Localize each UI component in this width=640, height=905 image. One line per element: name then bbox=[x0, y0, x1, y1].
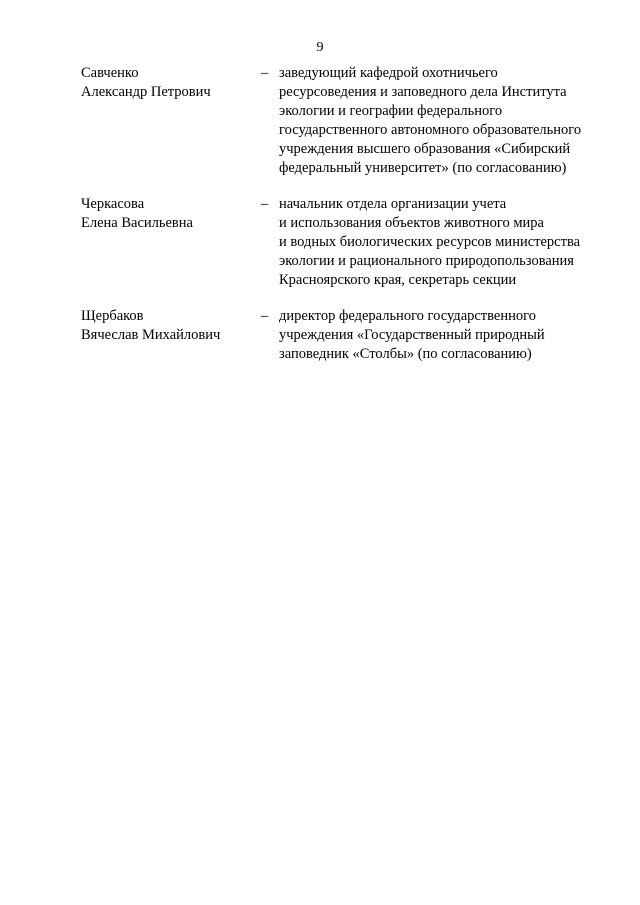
member-name bbox=[81, 195, 261, 233]
role-line: федеральный университет» (по согласованию) bbox=[279, 160, 567, 176]
member-entry bbox=[81, 64, 611, 178]
members-list bbox=[81, 64, 611, 381]
member-role bbox=[279, 307, 611, 364]
member-given-names: Елена Васильевна bbox=[81, 215, 193, 231]
role-line: государственного автономного образовательного bbox=[279, 122, 582, 138]
member-surname: Савченко bbox=[81, 65, 139, 81]
member-entry bbox=[81, 307, 611, 364]
member-dash: – bbox=[261, 65, 269, 81]
role-line: директор федерального государственного bbox=[279, 308, 536, 324]
role-line: ресурсоведения и заповедного дела Института bbox=[279, 84, 567, 100]
role-line: учреждения высшего образования «Сибирский bbox=[279, 141, 571, 157]
role-line: и использования объектов животного мира bbox=[279, 215, 544, 231]
role-line: Красноярского края, секретарь секции bbox=[279, 272, 517, 288]
member-surname: Щербаков bbox=[81, 308, 144, 324]
role-line: заведующий кафедрой охотничьего bbox=[279, 65, 498, 81]
role-line: начальник отдела организации учета bbox=[279, 196, 507, 212]
member-given-names: Александр Петрович bbox=[81, 84, 211, 100]
member-name bbox=[81, 307, 261, 345]
page-number: 9 bbox=[316, 40, 324, 55]
role-line: заповедник «Столбы» (по согласованию) bbox=[279, 346, 532, 362]
member-name bbox=[81, 64, 261, 102]
member-entry bbox=[81, 195, 611, 290]
role-line: экологии и географии федерального bbox=[279, 103, 503, 119]
role-line: экологии и рационального природопользования bbox=[279, 253, 574, 269]
member-role bbox=[279, 64, 611, 178]
member-dash: – bbox=[261, 196, 269, 212]
role-line: и водных биологических ресурсов министерства bbox=[279, 234, 581, 250]
member-surname: Черкасова bbox=[81, 196, 145, 212]
member-dash: – bbox=[261, 308, 269, 324]
role-line: учреждения «Государственный природный bbox=[279, 327, 545, 343]
member-role bbox=[279, 195, 611, 290]
member-given-names: Вячеслав Михайлович bbox=[81, 327, 221, 343]
